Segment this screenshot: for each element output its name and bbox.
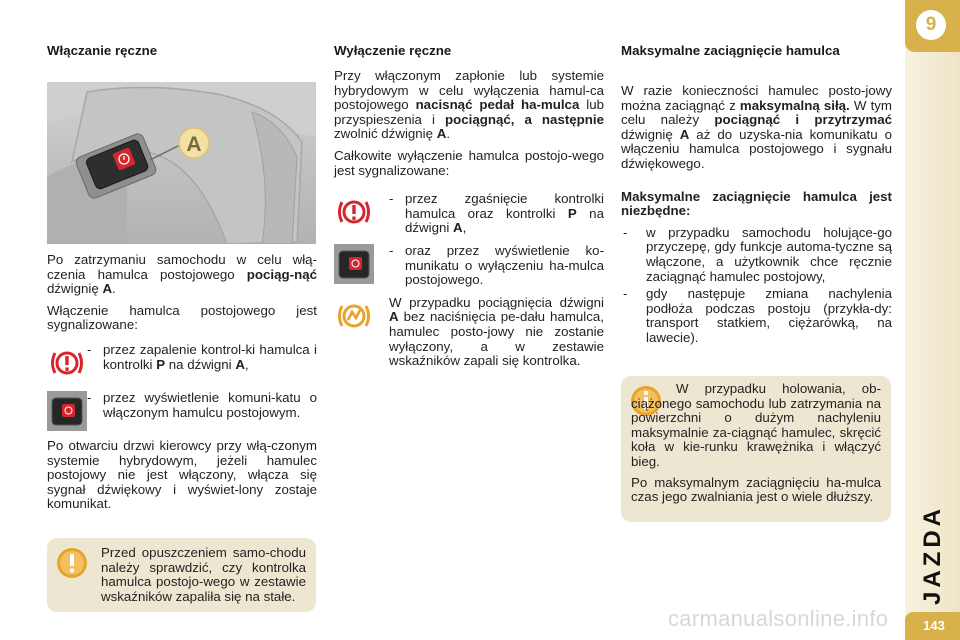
col1-paragraph-3: Po otwarciu drzwi kierowcy przy włą-czonym systemie hybrydowym, jeżeli hamulec postojowy nie jest włączony, włącza się sygnał dźwiękowy i wyświet-lony zostaje komunikat. — [47, 437, 317, 512]
brake-warning-icon — [47, 343, 87, 383]
col2-paragraph-2: Całkowite wyłączenie hamulca postojo-wego jest sygnalizowane: — [334, 147, 604, 178]
section-title: JAZDA — [919, 504, 947, 606]
list-item: - przez zapalenie kontrol-ki hamulca i kontrolki P na dźwigni A, — [47, 343, 317, 383]
col3-note-text-1: W przypadku holowania, ob-ciążonego samochodu lub zatrzymania na powierzchni o dużym nachyleniu maksymalnie za-ciągnąć hamulec, skręcić koła w kie-runku krawężnika i włączyć bieg. — [631, 381, 881, 469]
bullet-text: przez wyświetlenie komuni-katu o włączonym hamulcu postojowym. — [103, 389, 317, 420]
parking-brake-illustration — [47, 82, 316, 244]
page-number: 143 — [923, 618, 945, 633]
col3-body — [621, 84, 892, 349]
col1-paragraph-2: Włączenie hamulca postojowego jest sygnalizowane: — [47, 302, 317, 333]
col1-paragraph-1: Po zatrzymaniu samochodu w celu włą-czenia hamulca postojowego pociąg-nąć dźwignię A. — [47, 252, 317, 297]
bullet-text: przez zapalenie kontrol-ki hamulca i kontrolki P na dźwigni A, — [103, 341, 317, 372]
parking-brake-display-icon — [334, 244, 374, 284]
col2-paragraph-3: W przypadku pociągnięcia dźwigni A bez naciśnięcia pe-dału hamulca, hamulec posto-jowy nie zostanie wyłączony, a w zestawie wskaźników zapali się kontrolka. — [389, 294, 604, 369]
parking-brake-display-icon — [47, 391, 87, 431]
list-item: - oraz przez wyświetlenie ko-munikatu o wyłączeniu ha-mulca postojowego. — [334, 244, 604, 288]
heading-max-apply: Maksymalne zaciągnięcie hamulca — [621, 43, 840, 58]
col2-paragraph-1: Przy włączonym zapłonie lub systemie hybrydowym w celu wyłączenia hamul-ca postojowego nacisnąć pedał ha-mulca lub przyspieszenia i pociągnąć, a następnie zwolnić dźwignię A. — [334, 68, 605, 142]
col2-body — [334, 69, 604, 377]
col1-warning-note — [47, 538, 316, 612]
col3-paragraph-1: W razie konieczności hamulec posto-jowy można zaciągnąć z maksymalną siłą. W tym celu należy pociągnąć i przytrzymać dźwignię A aż do uzyska-nia komunikatu o włączeniu hamulca postojowego i sygnału dźwiękowego. — [621, 83, 893, 171]
col3-info-note — [621, 376, 891, 522]
col1-note-text: Przed opuszczeniem samo-chodu należy sprawdzić, czy kontrolka hamulca postojo-wego w zestawie wskaźników zapaliła się na stałe. — [101, 545, 306, 604]
col3-note-text-2: Po maksymalnym zaciągnięciu ha-mulca czas jego zwalniania jest o wiele dłuższy. — [631, 474, 881, 505]
brake-fault-icon — [334, 296, 374, 336]
heading-manual-release: Wyłączenie ręczne — [334, 43, 452, 58]
illustration-label-a: A — [186, 133, 202, 156]
list-item: - przez zgaśnięcie kontrolki hamulca oraz kontrolki P na dźwigni A, — [334, 192, 604, 236]
list-item — [334, 296, 604, 369]
brake-warning-icon — [334, 192, 374, 232]
chapter-number: 9 — [916, 10, 946, 40]
bullet-text: przez zgaśnięcie kontrolki hamulca oraz kontrolki P na dźwigni A, — [405, 191, 604, 236]
col1-body — [47, 253, 317, 519]
list-item: - gdy następuje zmiana nachylenia podłoża podczas postoju (przykła-dy: transport statkiem, ciężarówką, na lawecie). — [623, 286, 892, 345]
list-item: - w przypadku samochodu holujące-go przyczepę, gdy funkcje automa-tyczne są włączone, a użytkownik chce ręcznie zaciągnąć hamulec postojowy, — [623, 224, 892, 284]
warning-icon — [55, 546, 89, 580]
list-item: - przez wyświetlenie komuni-katu o włączonym hamulcu postojowym. — [47, 391, 317, 431]
heading-manual-apply: Włączanie ręczne — [47, 43, 158, 58]
watermark: carmanualsonline.info — [668, 606, 889, 631]
col3-subheading: Maksymalne zaciągnięcie hamulca jest niezbędne: — [621, 188, 892, 219]
bullet-text: oraz przez wyświetlenie ko-munikatu o wyłączeniu ha-mulca postojowego. — [405, 242, 604, 288]
